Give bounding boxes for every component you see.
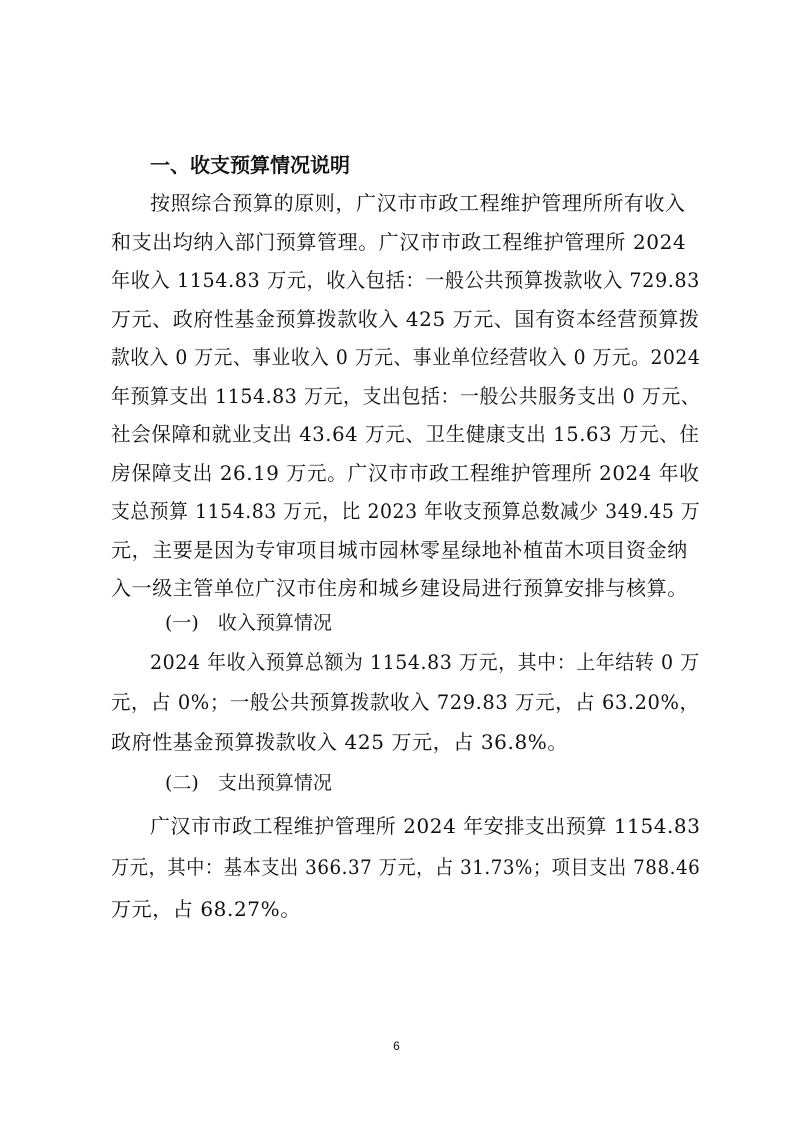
section-heading: 一、收支预算情况说明 xyxy=(150,153,350,177)
paragraph-line-11: 入一级主管单位广汉市住房和城乡建设局进行预算安排与核算。 xyxy=(111,576,688,600)
paragraph-line-4: 万元、政府性基金预算拨款收入 425 万元、国有资本经营预算拨 xyxy=(111,307,700,331)
page-number: 6 xyxy=(393,1039,400,1053)
paragraph-line-2: 和支出均纳入部门预算管理。广汉市市政工程维护管理所 2024 xyxy=(111,230,687,254)
income-line-3: 政府性基金预算拨款收入 425 万元，占 36.8%。 xyxy=(111,730,568,754)
paragraph-line-7: 社会保障和就业支出 43.64 万元、卫生健康支出 15.63 万元、住 xyxy=(111,422,700,446)
paragraph-line-5: 款收入 0 万元、事业收入 0 万元、事业单位经营收入 0 万元。2024 xyxy=(111,345,701,369)
expense-line-3: 万元，占 68.27%。 xyxy=(111,897,301,921)
income-line-2: 元，占 0%；一般公共预算拨款收入 729.83 万元，占 63.20%， xyxy=(111,690,700,714)
expense-line-2: 万元，其中：基本支出 366.37 万元，占 31.73%；项目支出 788.46 xyxy=(111,855,701,879)
paragraph-line-9: 支总预算 1154.83 万元，比 2023 年收支预算总数减少 349.45 万 xyxy=(111,499,701,523)
expense-subheading: (二) 支出预算情况 xyxy=(165,772,332,794)
paragraph-line-6: 年预算支出 1154.83 万元，支出包括：一般公共服务支出 0 万元、 xyxy=(111,384,701,408)
income-subheading: (一) 收入预算情况 xyxy=(165,612,332,634)
income-line-1: 2024 年收入预算总额为 1154.83 万元，其中：上年结转 0 万 xyxy=(150,650,700,674)
paragraph-line-8: 房保障支出 26.19 万元。广汉市市政工程维护管理所 2024 年收 xyxy=(111,461,700,485)
paragraph-line-3: 年收入 1154.83 万元，收入包括：一般公共预算拨款收入 729.83 xyxy=(111,268,700,292)
paragraph-line-1: 按照综合预算的原则，广汉市市政工程维护管理所所有收入 xyxy=(150,191,686,215)
expense-line-1: 广汉市市政工程维护管理所 2024 年安排支出预算 1154.83 xyxy=(150,814,701,838)
paragraph-line-10: 元，主要是因为专审项目城市园林零星绿地补植苗木项目资金纳 xyxy=(111,538,688,562)
